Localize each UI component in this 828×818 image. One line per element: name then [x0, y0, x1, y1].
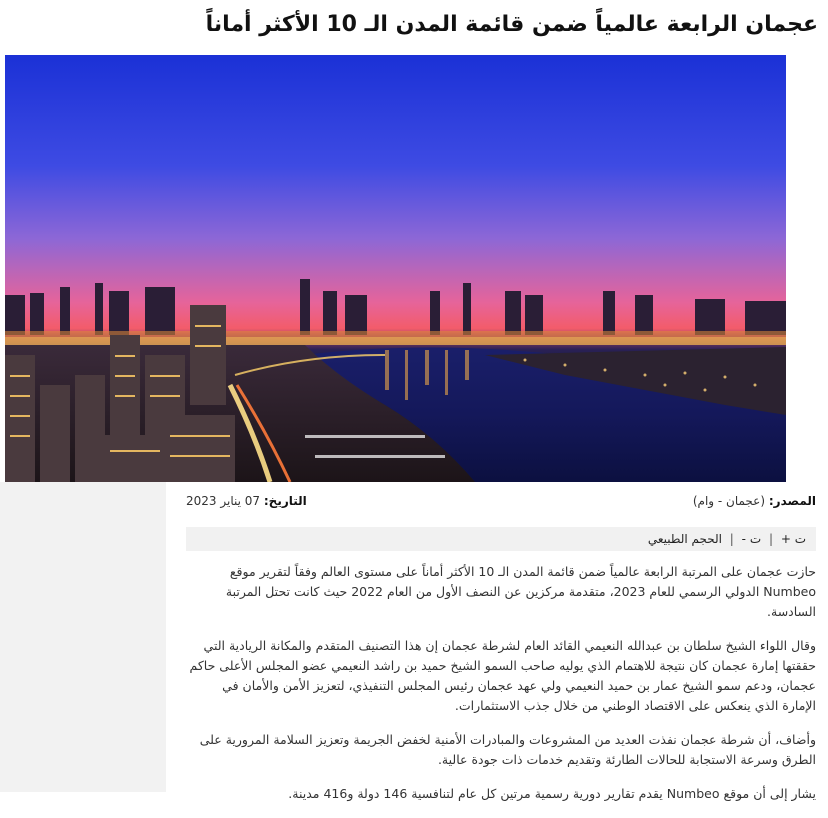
font-increase-button[interactable]: ت +: [780, 532, 806, 546]
date-value: 07 يناير 2023: [186, 494, 261, 508]
date-label: التاريخ:: [263, 494, 307, 508]
article-paragraph: حازت عجمان على المرتبة الرابعة عالمياً ضمن قائمة المدن الـ 10 الأكثر أماناً على مستوى العالم وفقاً لتقرير موقع Numbeo الدولي الرسمي للعام 2023، متقدمة مركزين عن النصف الأول من العام 2022 حيث كانت تحتل المرتبة السادسة.: [225, 564, 816, 619]
font-normal-button[interactable]: الحجم الطبيعي: [647, 532, 722, 546]
toolbar-separator: |: [768, 532, 773, 546]
article-body: [186, 562, 816, 818]
article-paragraph: وقال اللواء الشيخ سلطان بن عبدالله النعيمي القائد العام لشرطة عجمان إن هذا التصنيف المتقدم والمكانة الريادية التي حققتها إمارة عجمان كان نتيجة للاهتمام الذي يوليه صاحب السمو الشيخ حميد بن راشد النعيمي عضو المجلس الأعلى حاكم عجمان، ودعم سمو الشيخ عمار بن حميد النعيمي ولي عهد عجمان رئيس المجلس التنفيذي، لتعزيز الأمن والأمان في الإمارة الذي ينعكس على الاقتصاد الوطني من خلال جذب الاستثمارات.: [189, 638, 816, 713]
article-paragraph: وأضاف، أن شرطة عجمان نفذت العديد من المشروعات والمبادرات الأمنية لخفض الجريمة وتعزيز السلامة المرورية على الطرق وسرعة الاستجابة للحالات الطارئة وتقديم خدمات ذات جودة عالية.: [199, 732, 816, 767]
font-size-toolbar: [186, 527, 816, 551]
article-paragraph: يشار إلى أن موقع Numbeo يقدم تقارير دورية رسمية مرتين كل عام لتنافسية 146 دولة و416 مدينة.: [288, 786, 816, 801]
font-decrease-button[interactable]: ت -: [741, 532, 762, 546]
source-value: (عجمان - وام): [692, 494, 766, 508]
toolbar-separator: |: [729, 532, 734, 546]
distant-skyline: [5, 279, 786, 335]
left-sidebar: [0, 482, 166, 792]
source-label: المصدر:: [768, 494, 816, 508]
source-info: [693, 490, 816, 512]
date-info: [186, 490, 307, 512]
article-meta: [186, 490, 816, 512]
skyline-illustration: [5, 55, 786, 482]
hero-image-city-skyline: [5, 55, 786, 482]
article-headline: عجمان الرابعة عالمياً ضمن قائمة المدن الـ 10 الأكثر أماناً: [205, 12, 818, 37]
